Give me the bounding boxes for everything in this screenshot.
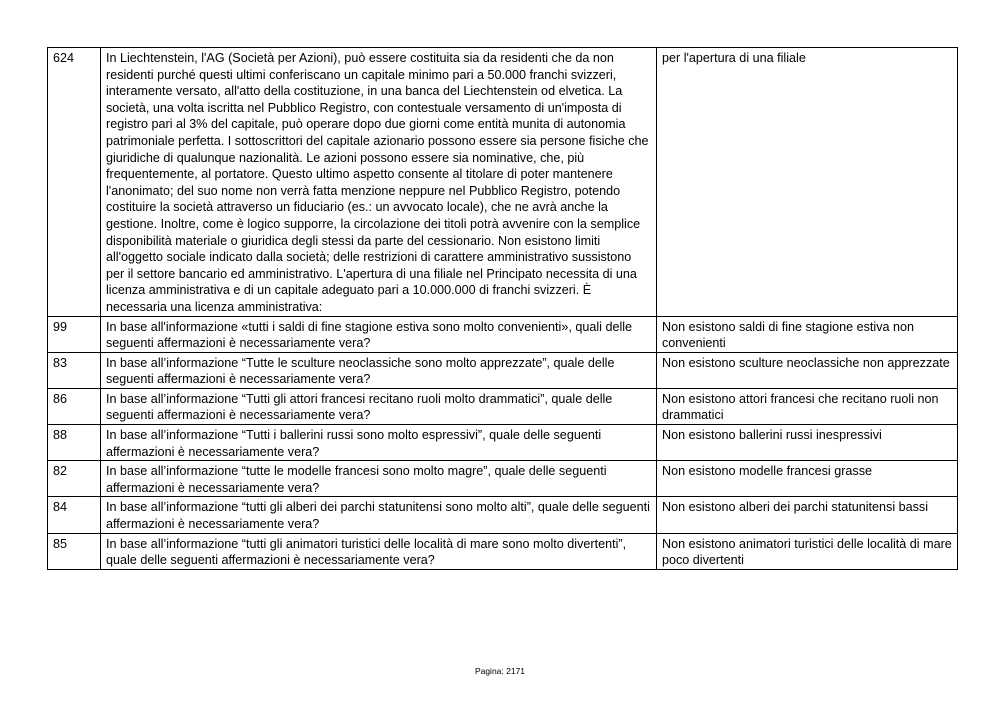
- table-row: [48, 352, 958, 388]
- question-id: 88: [48, 425, 101, 461]
- question-text: In base all’informazione “tutti gli animatori turistici delle località di mare sono molto divertenti”, quale delle seguenti affermazioni è necessariamente vera?: [101, 533, 657, 569]
- question-text: In Liechtenstein, l'AG (Società per Azioni), può essere costituita sia da residenti che da non residenti purché questi ultimi conferiscano un capitale minimo pari a 50.000 franchi svizzeri, interamente versato, all'atto della costituzione, in una banca del Liechtenstein od elvetica. La società, una volta iscritta nel Pubblico Registro, con contestuale versamento di un'imposta di registro pari al 3% del capitale, può operare dopo due giorni come entità munita di autonomia patrimoniale perfetta. I sottoscrittori del capitale azionario possono essere sia persone fisiche che giuridiche di qualunque nazionalità. Le azioni possono essere sia nominative, che, più frequentemente, al portatore. Questo ultimo aspetto consente al titolare di poter mantenere l'anonimato; del suo nome non verrà fatta menzione neppure nel Pubblico Registro, potendo costituire la società attraverso un fiduciario (es.: un avvocato locale), che ne avrà anche la gestione. Inoltre, come è logico supporre, la circolazione dei titoli potrà avvenire con la semplice disponibilità materiale o giuridica degli stessi da parte del cessionario. Non esistono limiti all'oggetto sociale indicato dalla società; delle restrizioni di carattere amministrativo sussistono per il settore bancario ed amministrativo. L'apertura di una filiale nel Principato necessita di una licenza amministrativa e di un capitale adeguato pari a 10.000.000 di franchi svizzeri. È necessaria una licenza amministrativa:: [101, 48, 657, 317]
- question-id: 83: [48, 352, 101, 388]
- question-id: 86: [48, 388, 101, 424]
- question-id: 84: [48, 497, 101, 533]
- questions-table: [47, 47, 958, 570]
- table-row: [48, 533, 958, 569]
- table-row: [48, 425, 958, 461]
- answer-text: Non esistono attori francesi che recitano ruoli non drammatici: [657, 388, 958, 424]
- question-text: In base all’informazione “Tutti gli attori francesi recitano ruoli molto drammatici”, quale delle seguenti affermazioni è necessariamente vera?: [101, 388, 657, 424]
- table-row: [48, 388, 958, 424]
- answer-text: Non esistono ballerini russi inespressivi: [657, 425, 958, 461]
- question-text: In base all’informazione “Tutti i ballerini russi sono molto espressivi”, quale delle seguenti affermazioni è necessariamente vera?: [101, 425, 657, 461]
- table-row: [48, 461, 958, 497]
- question-text: In base all’informazione “tutte le modelle francesi sono molto magre”, quale delle seguenti affermazioni è necessariamente vera?: [101, 461, 657, 497]
- answer-text: Non esistono sculture neoclassiche non apprezzate: [657, 352, 958, 388]
- questions-table-body: [48, 48, 958, 570]
- page-number: Pagina: 2171: [474, 666, 526, 676]
- question-id: 85: [48, 533, 101, 569]
- answer-text: Non esistono alberi dei parchi statunitensi bassi: [657, 497, 958, 533]
- question-id: 82: [48, 461, 101, 497]
- table-row: [48, 316, 958, 352]
- question-text: In base all'informazione «tutti i saldi di fine stagione estiva sono molto convenienti», quali delle seguenti affermazioni è necessariamente vera?: [101, 316, 657, 352]
- table-row: [48, 497, 958, 533]
- answer-text: Non esistono saldi di fine stagione estiva non convenienti: [657, 316, 958, 352]
- answer-text: per l'apertura di una filiale: [657, 48, 958, 317]
- question-id: 624: [48, 48, 101, 317]
- question-text: In base all’informazione “Tutte le sculture neoclassiche sono molto apprezzate”, quale delle seguenti affermazioni è necessariamente vera?: [101, 352, 657, 388]
- table-row: [48, 48, 958, 317]
- answer-text: Non esistono animatori turistici delle località di mare poco divertenti: [657, 533, 958, 569]
- question-id: 99: [48, 316, 101, 352]
- question-text: In base all’informazione “tutti gli alberi dei parchi statunitensi sono molto alti”, quale delle seguenti affermazioni è necessariamente vera?: [101, 497, 657, 533]
- answer-text: Non esistono modelle francesi grasse: [657, 461, 958, 497]
